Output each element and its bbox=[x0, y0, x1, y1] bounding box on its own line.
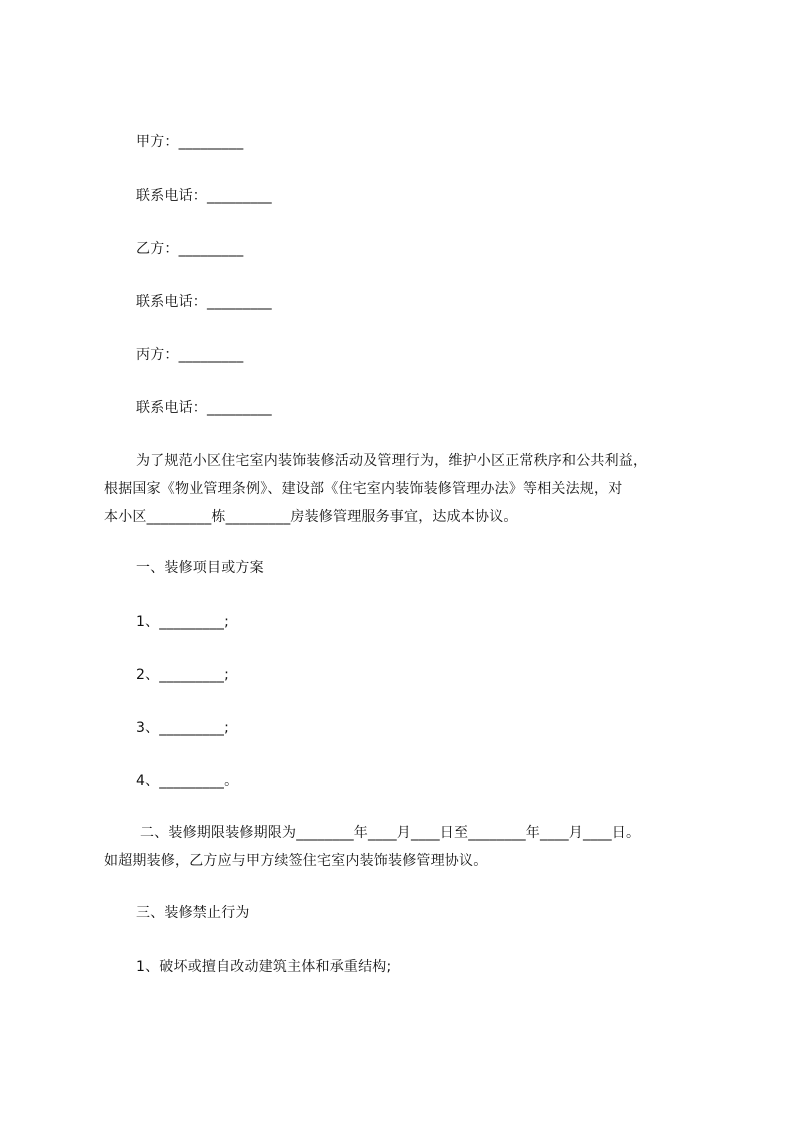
party-b-line bbox=[136, 240, 243, 258]
party-a-phone-line bbox=[136, 187, 272, 205]
section-1-heading: 一、装修项目或方案 bbox=[136, 560, 264, 576]
party-a-line bbox=[136, 133, 243, 151]
party-b-blank: _________ bbox=[178, 241, 244, 257]
party-a-phone-label: 联系电话： bbox=[136, 188, 207, 204]
intro-line-1: 为了规范小区住宅室内装饰装修活动及管理行为，维护小区正常秩序和公共利益， bbox=[136, 453, 648, 469]
section-3-heading: 三、装修禁止行为 bbox=[136, 905, 250, 921]
section-1-item-2: 2、_________; bbox=[136, 667, 230, 683]
party-b-phone-label: 联系电话： bbox=[136, 294, 207, 310]
section-2-line-2: 如超期装修，乙方应与甲方续签住宅室内装饰装修管理协议。 bbox=[104, 853, 488, 869]
party-c-phone-line bbox=[136, 399, 272, 417]
party-c-line bbox=[136, 346, 243, 364]
party-b-phone-line bbox=[136, 293, 272, 311]
party-a-label: 甲方： bbox=[136, 134, 179, 150]
party-a-blank: _________ bbox=[178, 134, 244, 150]
section-1-item-3: 3、_________; bbox=[136, 720, 230, 736]
section-2-line-1: 二、装修期限装修期限为________年____月____日至________年____月____日。 bbox=[140, 825, 641, 841]
party-b-phone-blank: _________ bbox=[207, 294, 272, 310]
party-c-blank: _________ bbox=[178, 347, 244, 363]
party-c-label: 丙方： bbox=[136, 347, 179, 363]
party-c-phone-label: 联系电话： bbox=[136, 400, 207, 416]
section-1-item-1: 1、_________; bbox=[136, 614, 230, 630]
intro-line-3: 本小区_________栋_________房装修管理服务事宜，达成本协议。 bbox=[104, 509, 518, 525]
party-c-phone-blank: _________ bbox=[207, 400, 272, 416]
party-b-label: 乙方： bbox=[136, 241, 179, 257]
section-3-item-1: 1、破坏或擅自改动建筑主体和承重结构; bbox=[136, 959, 392, 975]
party-a-phone-blank: _________ bbox=[207, 188, 272, 204]
intro-line-2: 根据国家《物业管理条例》、建设部《住宅室内装饰装修管理办法》等相关法规，对 bbox=[104, 481, 623, 497]
section-1-item-4: 4、_________。 bbox=[136, 773, 239, 789]
